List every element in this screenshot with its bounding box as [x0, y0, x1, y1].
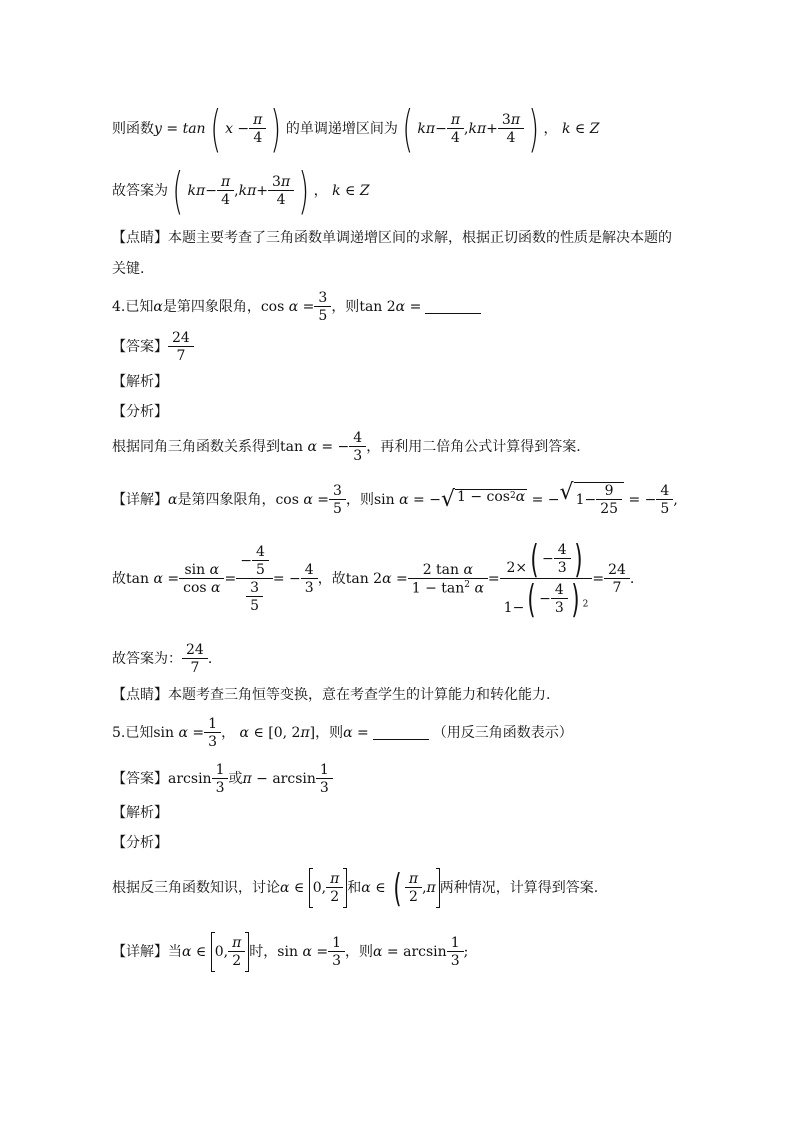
q4-xj-mid: 是第四象限角，: [177, 491, 276, 508]
q5-blank: [373, 727, 429, 740]
heading-answer-4: 【答案】: [112, 339, 168, 356]
q5-answer: 【答案】 arcsin 1 3 或 π − arcsin 1 3: [112, 762, 333, 796]
q5-hint: （用反三角函数表示）: [432, 725, 573, 742]
heading-xiangjie-4: 【详解】: [112, 491, 168, 508]
heading-dianjing: 【点睛】: [112, 230, 168, 246]
q5-xj-pre: 当: [168, 944, 182, 960]
text-l1-post: ，: [543, 121, 558, 137]
text-l2-pre: 故答案为: [112, 183, 168, 199]
text-dianjing-1: 本题主要考查了三角函数单调递增区间的求解，根据正切函数的性质是解决本题的: [168, 230, 672, 246]
q4-xiangjie-1: 【详解】 α 是第四象限角， cos α = 3 5 ，则 sin α = − √ 1 − cos 2 α = − √ 1− 9 25 = − 4 5 ,: [112, 480, 678, 518]
q5-fx-and: 和: [347, 880, 362, 896]
q5-xj-post: ，则: [345, 944, 374, 960]
q4-post: ，则: [331, 299, 360, 316]
question-4: 4. 已知 α 是第四象限角， cos α = 3 5 ，则 tan 2 α =: [112, 290, 485, 324]
q5-fx-post: 两种情况，计算得到答案.: [439, 880, 599, 896]
line-answer-interval: 故答案为 ( kπ − π 4 , kπ + 3π 4 ) ， k ∈ Z: [112, 162, 370, 220]
q4-l2-mid: ，故: [317, 571, 346, 587]
text-l1-pre: 则函数: [112, 121, 154, 137]
q5-fx-pre: 根据反三角函数知识，讨论: [112, 880, 280, 896]
q4-blank: [425, 301, 481, 314]
q4-fx-post: ，再利用二倍角公式计算得到答案.: [366, 439, 581, 456]
q5-post: ，则: [315, 725, 344, 742]
q5-number: 5.: [112, 725, 126, 742]
heading-fenxi-4: 【分析】: [112, 404, 168, 420]
q4-ans-pre: 故答案为：: [112, 651, 182, 668]
heading-jiexi-4: 【解析】: [112, 374, 168, 390]
q4-pre: 已知: [125, 299, 154, 316]
q4-number: 4.: [112, 299, 126, 316]
math-y-tan: y: [154, 121, 162, 137]
heading-xiangjie-5: 【详解】: [112, 944, 168, 960]
question-5: 5. 已知 sin α = 1 3 ， α ∈ [0, 2 π ] ，则 α = （用反三角函数表示）: [112, 716, 573, 751]
q4-xj-post: ，则: [345, 491, 374, 508]
math-tan: tan: [182, 121, 206, 137]
q4-jiexi: [112, 375, 168, 389]
q4-final-answer: 故答案为： 24 7 .: [112, 642, 213, 677]
q5-xiangjie: 【详解】 当 α ∈ 0, π 2 时， sin α = 1 3 ，则 α = arcsin 1 3 ;: [112, 932, 468, 972]
text-l1-mid: 的单调递增区间为: [285, 121, 398, 137]
q4-fx-pre: 根据同角三角函数关系得到: [112, 439, 280, 456]
q5-fenxi: [112, 836, 168, 850]
heading-dianjing-4: 【点睛】: [112, 687, 168, 703]
math-interval-1: ( kπ − π 4 , kπ + 3π 4 ): [402, 100, 540, 158]
line-interval: 则函数 y = tan ( x − π 4 ) 的单调递增区间为 ( kπ − π 4 , kπ + 3π 4 ) ， k ∈ Z: [112, 100, 600, 158]
line-dianjing-2: [112, 262, 144, 276]
q5-xj-mid: 时，: [249, 944, 278, 960]
heading-jiexi-5: 【解析】: [112, 805, 168, 821]
text-dianjing-2: 关键.: [112, 261, 145, 277]
q4-dianjing: [112, 688, 550, 702]
heading-answer-5: 【答案】: [112, 771, 168, 788]
heading-fenxi-5: 【分析】: [112, 835, 168, 851]
q4-mid: 是第四象限角，: [162, 299, 261, 316]
line-dianjing-1: [112, 231, 672, 245]
q4-answer: 【答案】 24 7: [112, 330, 194, 364]
q5-pre: 已知: [125, 725, 154, 742]
q4-l2-pre: 故: [112, 571, 126, 587]
q5-fenxi-text: 根据反三角函数知识，讨论 α ∈ 0, π 2 和 α ∈ ( π 2 , π 两种情况，计算得到答案.: [112, 866, 599, 910]
q4-fenxi: [112, 405, 168, 419]
math-interval-2: ( kπ − π 4 , kπ + 3π 4 ): [172, 162, 310, 220]
q4-fenxi-text: 根据同角三角函数关系得到 tan α = − 4 3 ，再利用二倍角公式计算得到答案.: [112, 430, 581, 465]
q5-ans-mid: 或: [228, 771, 243, 788]
q4-dj-text: 本题考查三角恒等变换，意在考查学生的计算能力和转化能力.: [168, 687, 551, 703]
math-paren-arg: ( x − π 4 ): [209, 100, 282, 158]
q5-jiexi: [112, 806, 168, 820]
q4-xiangjie-2: 故 tan α = sin α cos α = − $\frac{4}{5}$ $\frac{3}{5}$ = − 4 3 ，故 tan 2 α = 2 tan α $1 - \tan^2 \alpha$ = 2× ( − 4 3 ) 1− ( − 4 3 ) $^2$ = 24 7 .: [112, 537, 635, 621]
